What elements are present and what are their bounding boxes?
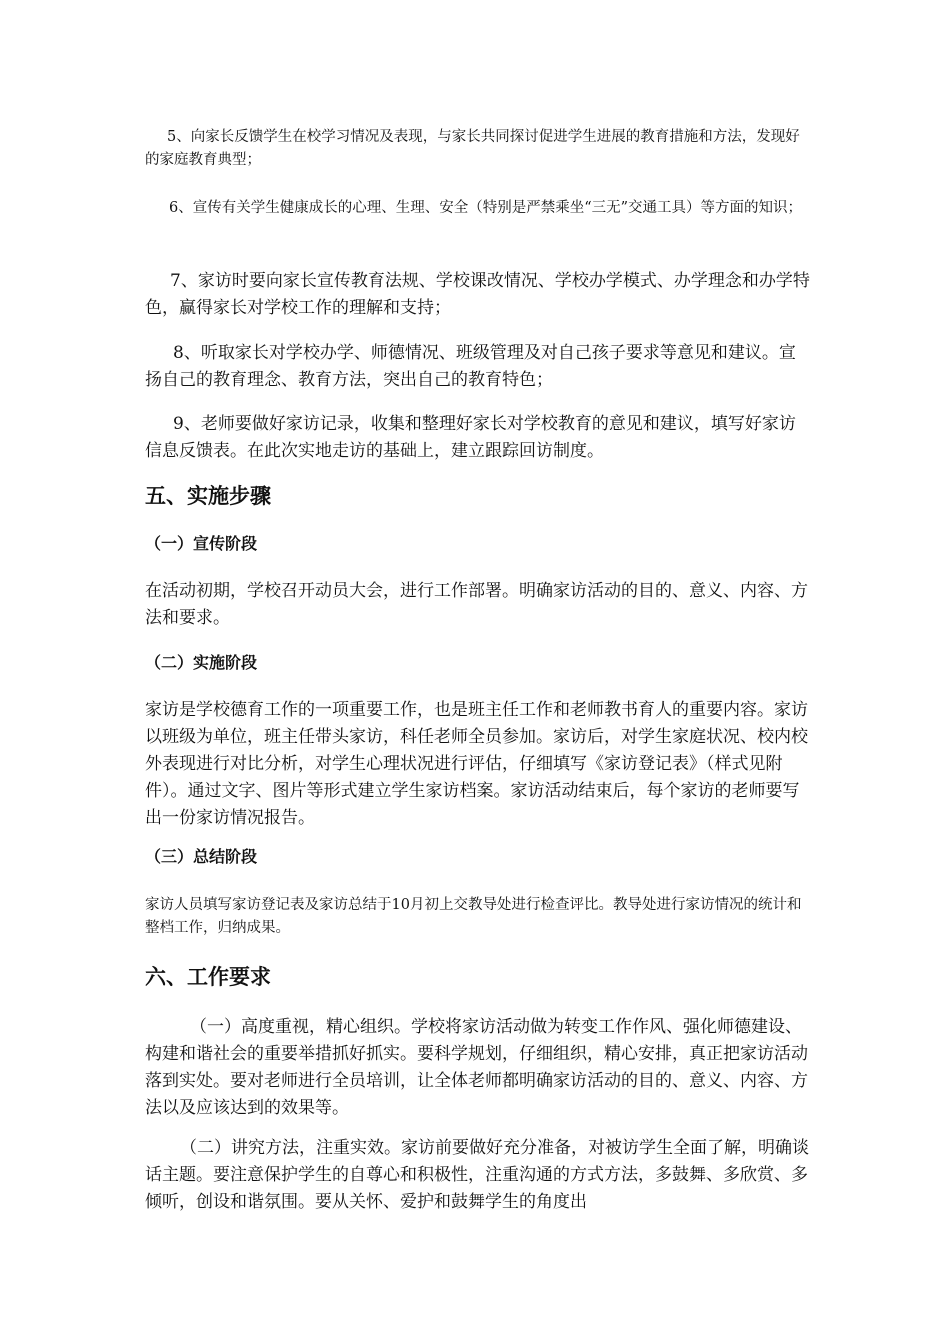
stage-1-text: 在活动初期，学校召开动员大会，进行工作部署。明确家访活动的目的、意义、内容、方法和要求。	[145, 581, 808, 628]
stage-3-heading: （三）总结阶段	[145, 847, 258, 866]
item-6: 6、宣传有关学生健康成长的心理、生理、安全（特别是严禁乘坐“三无”交通工具）等方面的知识；	[169, 200, 803, 216]
stage-1-heading: （一）宣传阶段	[145, 534, 258, 553]
section-5-heading: 五、实施步骤	[145, 484, 271, 508]
item-8: 8、听取家长对学校办学、师德情况、班级管理及对自己孩子要求等意见和建议。宣扬自己的教育理念、教育方法，突出自己的教育特色；	[145, 343, 796, 390]
stage-2-heading: （二）实施阶段	[145, 653, 258, 672]
item-7: 7、家访时要向家长宣传教育法规、学校课改情况、学校办学模式、办学理念和办学特色，赢得家长对学校工作的理解和支持；	[145, 271, 810, 318]
requirement-2: （二）讲究方法，注重实效。家访前要做好充分准备，对被访学生全面了解，明确谈话主题。要注意保护学生的自尊心和积极性，注重沟通的方式方法，多鼓舞、多欣赏、多倾听，创设和谐氛围。要从关怀、爱护和鼓舞学生的角度出	[145, 1138, 809, 1212]
section-6-heading: 六、工作要求	[145, 965, 271, 989]
item-5: 5、向家长反馈学生在校学习情况及表现，与家长共同探讨促进学生进展的教育措施和方法，发现好的家庭教育典型；	[145, 129, 800, 168]
stage-3-text: 家访人员填写家访登记表及家访总结于10月初上交教导处进行检查评比。教导处进行家访情况的统计和整档工作，归纳成果。	[145, 897, 802, 936]
item-9: 9、老师要做好家访记录，收集和整理好家长对学校教育的意见和建议，填写好家访信息反馈表。在此次实地走访的基础上，建立跟踪回访制度。	[145, 414, 796, 461]
stage-2-text: 家访是学校德育工作的一项重要工作，也是班主任工作和老师教书育人的重要内容。家访以班级为单位，班主任带头家访，科任老师全员参加。家访后，对学生家庭状况、校内校外表现进行对比分析，对学生心理状况进行评估，仔细填写《家访登记表》（样式见附件）。通过文字、图片等形式建立学生家访档案。家访活动结束后，每个家访的老师要写出一份家访情况报告。	[145, 700, 808, 828]
requirement-1: （一）高度重视，精心组织。学校将家访活动做为转变工作作风、强化师德建设、构建和谐社会的重要举措抓好抓实。要科学规划，仔细组织，精心安排，真正把家访活动落到实处。要对老师进行全员培训，让全体老师都明确家访活动的目的、意义、内容、方法以及应该达到的效果等。	[145, 1017, 808, 1118]
